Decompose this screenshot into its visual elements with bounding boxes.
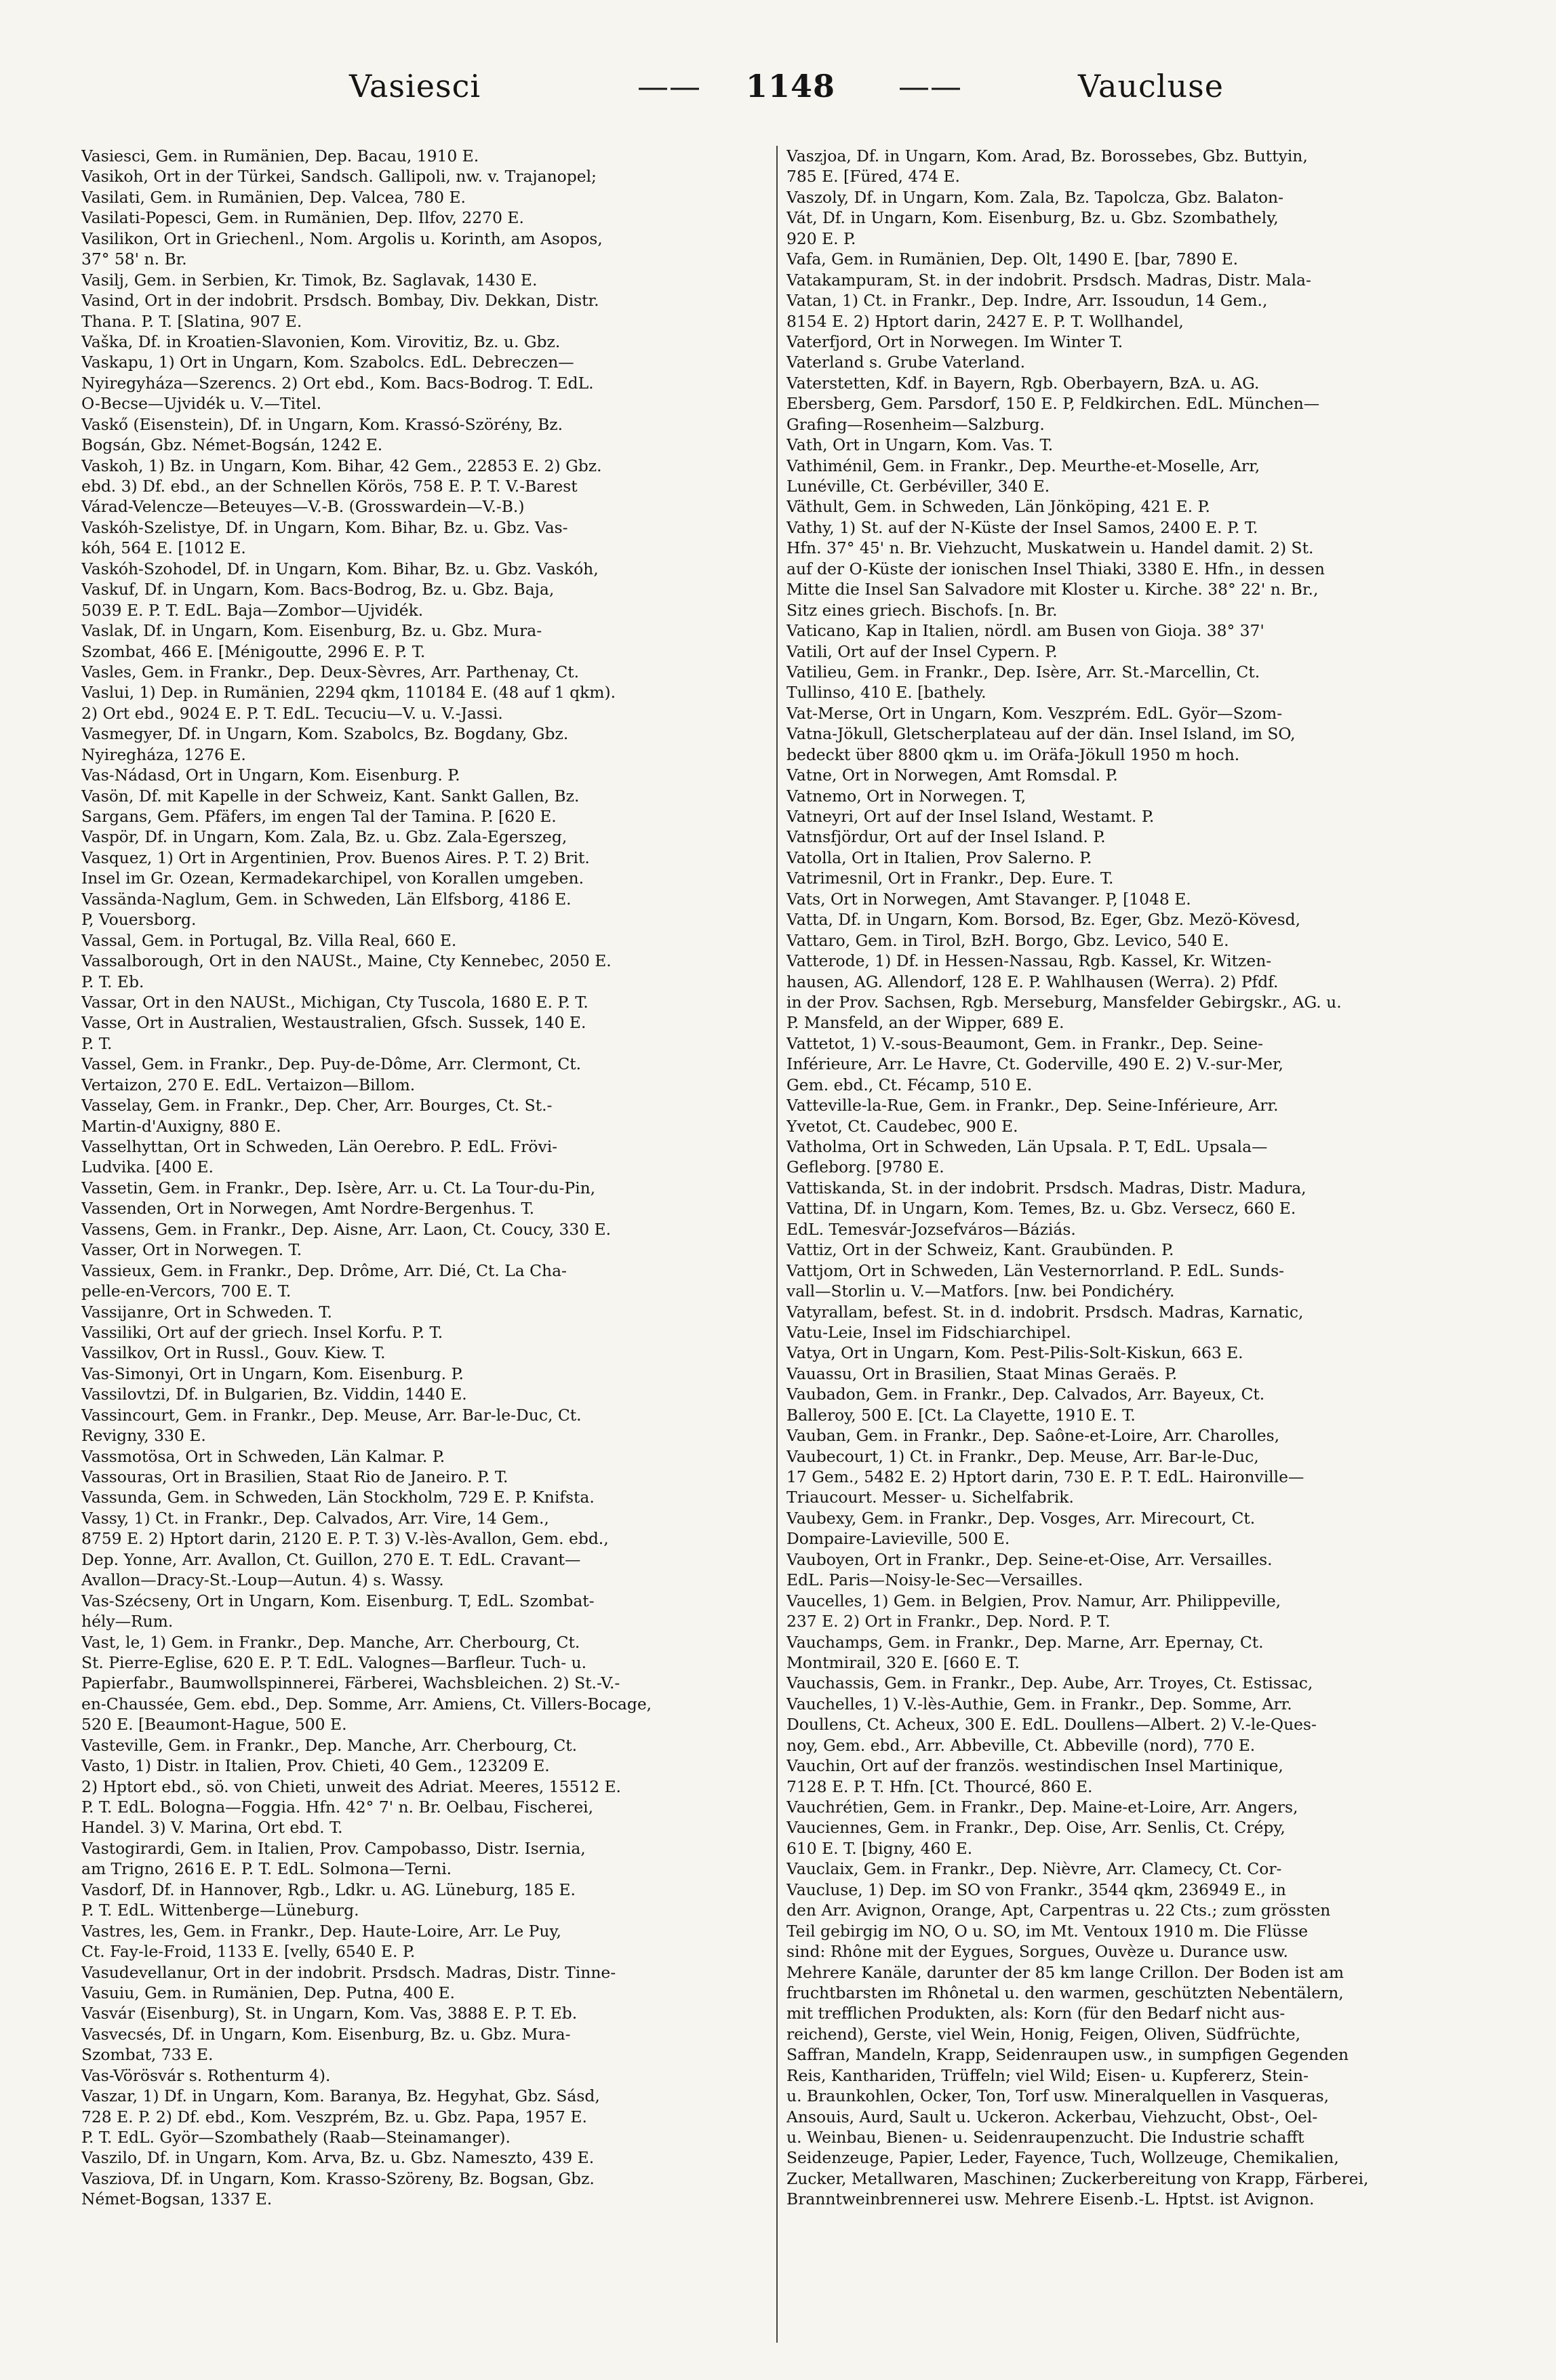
text-line: 920 E. P. xyxy=(786,229,856,248)
text-line: fruchtbarsten im Rhônetal u. den warmen, geschützten Nebentälern, xyxy=(786,1983,1344,2002)
text-line: Sargans, Gem. Pfäfers, im engen Tal der Tamina. P. [620 E. xyxy=(81,807,557,826)
text-line: O-Becse—Ujvidék u. V.—Titel. xyxy=(81,394,322,414)
text-line: Vat-Merse, Ort in Ungarn, Kom. Veszprém. EdL. Györ—Szom- xyxy=(786,703,1283,723)
text-line: hély—Rum. xyxy=(81,1612,174,1631)
text-line: Vasles, Gem. in Frankr., Dep. Deux-Sèvres, Arr. Parthenay, Ct. xyxy=(81,662,580,681)
text-line: Vaubecourt, 1) Ct. in Frankr., Dep. Meuse, Arr. Bar-le-Duc, xyxy=(786,1446,1259,1466)
text-line: mit trefflichen Produkten, als: Korn (für den Bedarf nicht aus- xyxy=(786,2004,1285,2023)
text-line: Bogsán, Gbz. Német-Bogsán, 1242 E. xyxy=(81,435,383,455)
text-line: reichend), Gerste, viel Wein, Honig, Feigen, Oliven, Südfrüchte, xyxy=(786,2024,1301,2044)
text-line: Reis, Kanthariden, Trüffeln; viel Wild; Eisen- u. Kupfererz, Stein- xyxy=(786,2065,1309,2085)
text-line: Szombat, 466 E. [Ménigoutte, 2996 E. P. T. xyxy=(81,641,426,661)
text-line: Vasiesci, Gem. in Rumänien, Dep. Bacau, 1910 E. xyxy=(81,146,479,165)
text-line: Vauassu, Ort in Brasilien, Staat Minas Geraës. P. xyxy=(786,1364,1178,1383)
text-line: Vaskő (Eisenstein), Df. in Ungarn, Kom. Krassó-Szörény, Bz. xyxy=(81,414,563,434)
text-line: Vastres, les, Gem. in Frankr., Dep. Haute-Loire, Arr. Le Puy, xyxy=(81,1921,561,1941)
text-line: Vauclaix, Gem. in Frankr., Dep. Nièvre, Arr. Clamecy, Ct. Cor- xyxy=(786,1859,1282,1879)
header-dash-right: —— xyxy=(898,68,962,104)
text-line: Vassel, Gem. in Frankr., Dep. Puy-de-Dôme, Arr. Clermont, Ct. xyxy=(81,1054,582,1074)
text-line: Vasilati, Gem. in Rumänien, Dep. Valcea, 780 E. xyxy=(81,187,466,207)
text-line: Saffran, Mandeln, Krapp, Seidenraupen usw., in sumpfigen Gegenden xyxy=(786,2045,1349,2065)
text-line: Seidenzeuge, Papier, Leder, Fayence, Tuch, Wollzeuge, Chemikalien, xyxy=(786,2148,1339,2168)
text-line: Zucker, Metallwaren, Maschinen; Zuckerbereitung von Krapp, Färberei, xyxy=(786,2168,1369,2188)
text-line: 2) Hptort ebd., sö. von Chieti, unweit des Adriat. Meeres, 15512 E. xyxy=(81,1777,621,1796)
text-line: Vaucluse, 1) Dep. im SO von Frankr., 3544 qkm, 236949 E., in xyxy=(786,1880,1286,1899)
text-line: Vaticano, Kap in Italien, nördl. am Busen von Gioja. 38° 37' xyxy=(786,621,1264,641)
text-line: Gem. ebd., Ct. Fécamp, 510 E. xyxy=(786,1075,1033,1094)
text-line: 17 Gem., 5482 E. 2) Hptort darin, 730 E. P. T. EdL. Haironville— xyxy=(786,1467,1304,1486)
text-line: Vattiskanda, St. in der indobrit. Prsdsch. Madras, Distr. Madura, xyxy=(786,1178,1306,1197)
text-line: Vassmotösa, Ort in Schweden, Län Kalmar. P. xyxy=(81,1446,445,1466)
text-line: Vassal, Gem. in Portugal, Bz. Villa Real, 660 E. xyxy=(81,930,457,950)
text-line: Vasquez, 1) Ort in Argentinien, Prov. Buenos Aires. P. T. 2) Brit. xyxy=(81,848,590,867)
text-line: Montmirail, 320 E. [660 E. T. xyxy=(786,1652,1020,1672)
text-line: Balleroy, 500 E. [Ct. La Clayette, 1910 E. T. xyxy=(786,1405,1136,1425)
text-line: Vaszjoa, Df. in Ungarn, Kom. Arad, Bz. Borossebes, Gbz. Buttyin, xyxy=(786,146,1308,165)
text-line: P. T. EdL. Györ—Szombathely (Raab—Steinamanger). xyxy=(81,2128,511,2147)
text-line: Vattaro, Gem. in Tirol, BzH. Borgo, Gbz. Levico, 540 E. xyxy=(786,930,1229,950)
text-line: vall—Storlin u. V.—Matfors. [nw. bei Pondichéry. xyxy=(786,1282,1175,1301)
text-line: Vaucelles, 1) Gem. in Belgien, Prov. Namur, Arr. Philippeville, xyxy=(786,1591,1281,1610)
text-line: Vattina, Df. in Ungarn, Kom. Temes, Bz. u. Gbz. Versecz, 660 E. xyxy=(786,1199,1296,1218)
text-line: ebd. 3) Df. ebd., an der Schnellen Körös, 758 E. P. T. V.-Barest xyxy=(81,477,578,496)
text-line: Vaspör, Df. in Ungarn, Kom. Zala, Bz. u. Gbz. Zala-Egerszeg, xyxy=(81,827,567,847)
text-line: P. T. xyxy=(81,1033,113,1053)
text-line: Thana. P. T. [Slatina, 907 E. xyxy=(81,311,302,331)
text-line: Yvetot, Ct. Caudebec, 900 E. xyxy=(786,1116,1018,1136)
text-line: 5039 E. P. T. EdL. Baja—Zombor—Ujvidék. xyxy=(81,600,424,620)
text-line: Vaskóh-Szohodel, Df. in Ungarn, Kom. Bihar, Bz. u. Gbz. Vaskóh, xyxy=(81,559,599,578)
text-line: Ansouis, Aurd, Sault u. Uckeron. Ackerbau, Viehzucht, Obst-, Oel- xyxy=(786,2107,1318,2126)
text-line: Nyiregháza, 1276 E. xyxy=(81,745,246,764)
text-line: Vasilati-Popesci, Gem. in Rumänien, Dep. Ilfov, 2270 E. xyxy=(81,208,524,228)
text-line: Vathy, 1) St. auf der N-Küste der Insel Samos, 2400 E. P. T. xyxy=(786,517,1258,537)
text-line: Vassieux, Gem. in Frankr., Dep. Drôme, Arr. Dié, Ct. La Cha- xyxy=(81,1261,567,1280)
text-line: u. Weinbau, Bienen- u. Seidenraupenzucht. Die Industrie schafft xyxy=(786,2128,1304,2147)
text-line: Vassens, Gem. in Frankr., Dep. Aisne, Arr. Laon, Ct. Coucy, 330 E. xyxy=(81,1219,612,1239)
text-line: Vertaizon, 270 E. EdL. Vertaizon—Billom. xyxy=(81,1075,416,1094)
text-line: P. T. EdL. Bologna—Foggia. Hfn. 42° 7' n. Br. Oelbau, Fischerei, xyxy=(81,1798,594,1817)
running-header xyxy=(88,68,1478,129)
text-line: in der Prov. Sachsen, Rgb. Merseburg, Mansfelder Gebirgskr., AG. u. xyxy=(786,992,1342,1012)
text-line: Vaszilo, Df. in Ungarn, Kom. Arva, Bz. u. Gbz. Nameszto, 439 E. xyxy=(81,2148,595,2168)
text-line: Vasudevellanur, Ort in der indobrit. Prsdsch. Madras, Distr. Tinne- xyxy=(81,1962,616,1982)
text-line: Vassunda, Gem. in Schweden, Län Stockholm, 729 E. P. Knifsta. xyxy=(81,1488,595,1507)
text-line: Vafa, Gem. in Rumänien, Dep. Olt, 1490 E. [bar, 7890 E. xyxy=(786,250,1239,269)
text-line: Szombat, 733 E. xyxy=(81,2045,214,2065)
text-line: Vatyrallam, befest. St. in d. indobrit. Prsdsch. Madras, Karnatic, xyxy=(786,1302,1304,1322)
text-line: kóh, 564 E. [1012 E. xyxy=(81,538,246,558)
text-line: Vauchelles, 1) V.-lès-Authie, Gem. in Frankr., Dep. Somme, Arr. xyxy=(786,1694,1292,1713)
text-line: Vasmegyer, Df. in Ungarn, Kom. Szabolcs, Bz. Bogdany, Gbz. xyxy=(81,724,569,744)
text-line: Revigny, 330 E. xyxy=(81,1426,206,1446)
text-line: Vassetin, Gem. in Frankr., Dep. Isère, Arr. u. Ct. La Tour-du-Pin, xyxy=(81,1178,596,1197)
text-line: Vatnemo, Ort in Norwegen. T, xyxy=(786,786,1026,806)
text-line: Vassar, Ort in den NAUSt., Michigan, Cty Tuscola, 1680 E. P. T. xyxy=(81,992,589,1012)
text-line: Vasselhyttan, Ort in Schweden, Län Oerebro. P. EdL. Frövi- xyxy=(81,1137,558,1156)
text-line: Martin-d'Auxigny, 880 E. xyxy=(81,1116,281,1136)
text-line: Vathiménil, Gem. in Frankr., Dep. Meurthe-et-Moselle, Arr, xyxy=(786,456,1260,475)
text-line: Vatya, Ort in Ungarn, Kom. Pest-Pilis-Solt-Kiskun, 663 E. xyxy=(786,1343,1243,1363)
text-line: Dep. Yonne, Arr. Avallon, Ct. Guillon, 270 E. T. EdL. Cravant— xyxy=(81,1549,581,1569)
text-line: 7128 E. P. T. Hfn. [Ct. Thourcé, 860 E. xyxy=(786,1777,1093,1796)
text-line: Vassouras, Ort in Brasilien, Staat Rio de Janeiro. P. T. xyxy=(81,1467,508,1486)
text-line: Vatili, Ort auf der Insel Cypern. P. xyxy=(786,641,1058,661)
text-line: Vattetot, 1) V.-sous-Beaumont, Gem. in Frankr., Dep. Seine- xyxy=(786,1033,1264,1053)
text-line: Vassiliki, Ort auf der griech. Insel Korfu. P. T. xyxy=(81,1322,443,1342)
text-line: bedeckt über 8800 qkm u. im Oräfa-Jökull 1950 m hoch. xyxy=(786,745,1240,764)
text-line: Vasselay, Gem. in Frankr., Dep. Cher, Arr. Bourges, Ct. St.- xyxy=(81,1096,553,1115)
text-line: Vatu-Leie, Insel im Fidschiarchipel. xyxy=(786,1322,1071,1342)
text-line: 8759 E. 2) Hptort darin, 2120 E. P. T. 3) V.-lès-Avallon, Gem. ebd., xyxy=(81,1529,609,1549)
text-line: Vatakampuram, St. in der indobrit. Prsdsch. Madras, Distr. Mala- xyxy=(786,270,1311,290)
text-line: Ebersberg, Gem. Parsdorf, 150 E. P, Feldkirchen. EdL. München— xyxy=(786,394,1320,414)
text-line: Vauboyen, Ort in Frankr., Dep. Seine-et-Oise, Arr. Versailles. xyxy=(786,1549,1273,1569)
text-line: Vassy, 1) Ct. in Frankr., Dep. Calvados, Arr. Vire, 14 Gem., xyxy=(81,1508,549,1528)
text-line: 610 E. T. [bigny, 460 E. xyxy=(786,1838,973,1858)
text-line: am Trigno, 2616 E. P. T. EdL. Solmona—Terni. xyxy=(81,1859,452,1879)
text-line: Vassända-Naglum, Gem. in Schweden, Län Elfsborg, 4186 E. xyxy=(81,889,572,909)
left-column xyxy=(81,146,766,2210)
text-line: Vaterfjord, Ort in Norwegen. Im Winter T. xyxy=(786,332,1123,351)
text-line: en-Chaussée, Gem. ebd., Dep. Somme, Arr. Amiens, Ct. Villers-Bocage, xyxy=(81,1694,652,1713)
text-line: Vaszoly, Df. in Ungarn, Kom. Zala, Bz. Tapolcza, Gbz. Balaton- xyxy=(786,187,1284,207)
text-line: 8154 E. 2) Hptort darin, 2427 E. P. T. Wollhandel, xyxy=(786,311,1184,331)
header-dash-left: —— xyxy=(637,68,701,104)
text-line: Várad-Velencze—Beteuyes—V.-B. (Grosswardein—V.-B.) xyxy=(81,497,525,517)
text-line: Vatnsfjördur, Ort auf der Insel Island. P. xyxy=(786,827,1106,847)
text-line: Vaterland s. Grube Vaterland. xyxy=(786,353,1026,372)
text-line: Vaterstetten, Kdf. in Bayern, Rgb. Oberbayern, BzA. u. AG. xyxy=(786,373,1260,393)
text-line: hausen, AG. Allendorf, 128 E. P. Wahlhausen (Werra). 2) Pfdf. xyxy=(786,972,1279,991)
text-line: Vasvecsés, Df. in Ungarn, Kom. Eisenburg, Bz. u. Gbz. Mura- xyxy=(81,2024,571,2044)
text-line: Lunéville, Ct. Gerbéviller, 340 E. xyxy=(786,477,1050,496)
text-line: Vassincourt, Gem. in Frankr., Dep. Meuse, Arr. Bar-le-Duc, Ct. xyxy=(81,1405,582,1425)
text-line: den Arr. Avignon, Orange, Apt, Carpentras u. 22 Cts.; zum grössten xyxy=(786,1901,1331,1920)
text-line: Vauchin, Ort auf der französ. westindischen Insel Martinique, xyxy=(786,1756,1283,1776)
text-line: Vassilkov, Ort in Russl., Gouv. Kiew. T. xyxy=(81,1343,386,1363)
text-line: Handel. 3) V. Marina, Ort ebd. T. xyxy=(81,1818,343,1838)
text-line: P. Mansfeld, an der Wipper, 689 E. xyxy=(786,1013,1064,1033)
text-line: Vattiz, Ort in der Schweiz, Kant. Graubünden. P. xyxy=(786,1240,1174,1260)
text-line: Tullinso, 410 E. [bathely. xyxy=(786,683,986,702)
text-line: Vauchassis, Gem. in Frankr., Dep. Aube, Arr. Troyes, Ct. Estissac, xyxy=(786,1673,1313,1693)
text-line: Vatterode, 1) Df. in Hessen-Nassau, Rgb. Kassel, Kr. Witzen- xyxy=(786,951,1272,971)
text-line: Vatna-Jökull, Gletscherplateau auf der dän. Insel Island, im SO, xyxy=(786,724,1296,744)
text-line: Doullens, Ct. Acheux, 300 E. EdL. Doullens—Albert. 2) V.-le-Ques- xyxy=(786,1715,1317,1734)
text-line: Vasdorf, Df. in Hannover, Rgb., Ldkr. u. AG. Lüneburg, 185 E. xyxy=(81,1880,576,1899)
header-first-entry: Vasiesci xyxy=(349,68,481,104)
text-line: Vauban, Gem. in Frankr., Dep. Saône-et-Loire, Arr. Charolles, xyxy=(786,1426,1280,1446)
text-line: Vasilj, Gem. in Serbien, Kr. Timok, Bz. Saglavak, 1430 E. xyxy=(81,270,538,290)
text-line: Vasilikon, Ort in Griechenl., Nom. Argolis u. Korinth, am Asopos, xyxy=(81,229,603,248)
text-line: Vasikoh, Ort in der Türkei, Sandsch. Gallipoli, nw. v. Trajanopel; xyxy=(81,167,597,186)
text-line: Vas-Simonyi, Ort in Ungarn, Kom. Eisenburg. P. xyxy=(81,1364,464,1383)
column-divider xyxy=(776,146,778,2343)
text-line: Vasvár (Eisenburg), St. in Ungarn, Kom. Vas, 3888 E. P. T. Eb. xyxy=(81,2004,578,2023)
text-line: Vaskóh-Szelistye, Df. in Ungarn, Kom. Bihar, Bz. u. Gbz. Vas- xyxy=(81,517,568,537)
text-line: Vaszar, 1) Df. in Ungarn, Kom. Baranya, Bz. Hegyhat, Gbz. Sásd, xyxy=(81,2086,600,2106)
page-number: 1148 xyxy=(746,68,836,104)
text-line: Vatrimesnil, Ort in Frankr., Dep. Eure. T. xyxy=(786,869,1114,888)
text-line: Hfn. 37° 45' n. Br. Viehzucht, Muskatwein u. Handel damit. 2) St. xyxy=(786,538,1314,558)
text-line: Vatilieu, Gem. in Frankr., Dep. Isère, Arr. St.-Marcellin, Ct. xyxy=(786,662,1260,681)
text-line: Vatolla, Ort in Italien, Prov Salerno. P. xyxy=(786,848,1092,867)
text-line: EdL. Paris—Noisy-le-Sec—Versailles. xyxy=(786,1570,1083,1590)
text-line: Teil gebirgig im NO, O u. SO, im Mt. Ventoux 1910 m. Die Flüsse xyxy=(786,1921,1309,1941)
text-line: noy, Gem. ebd., Arr. Abbeville, Ct. Abbeville (nord), 770 E. xyxy=(786,1735,1256,1755)
text-line: Vas-Nádasd, Ort in Ungarn, Kom. Eisenburg. P. xyxy=(81,766,460,785)
text-line: Vath, Ort in Ungarn, Kom. Vas. T. xyxy=(786,435,1054,455)
text-line: Vassilovtzi, Df. in Bulgarien, Bz. Viddin, 1440 E. xyxy=(81,1385,467,1404)
text-line: Gefleborg. [9780 E. xyxy=(786,1157,944,1177)
text-line: Vasziova, Df. in Ungarn, Kom. Krasso-Szöreny, Bz. Bogsan, Gbz. xyxy=(81,2168,595,2188)
text-line: Vatta, Df. in Ungarn, Kom. Borsod, Bz. Eger, Gbz. Mezö-Kövesd, xyxy=(786,910,1301,930)
right-column xyxy=(786,146,1471,2210)
text-line: Vassenden, Ort in Norwegen, Amt Nordre-Bergenhus. T. xyxy=(81,1199,535,1218)
text-line: Vasser, Ort in Norwegen. T. xyxy=(81,1240,302,1260)
text-line: Vassijanre, Ort in Schweden. T. xyxy=(81,1302,332,1322)
text-line: Vats, Ort in Norwegen, Amt Stavanger. P, [1048 E. xyxy=(786,889,1191,909)
text-line: Vasind, Ort in der indobrit. Prsdsch. Bombay, Div. Dekkan, Distr. xyxy=(81,291,599,311)
text-line: P, Vouersborg. xyxy=(81,910,197,930)
text-line: Avallon—Dracy-St.-Loup—Autun. 4) s. Wassy. xyxy=(81,1570,444,1590)
text-line: 2) Ort ebd., 9024 E. P. T. EdL. Tecuciu—V. u. V.-Jassi. xyxy=(81,703,503,723)
text-line: Vattjom, Ort in Schweden, Län Vesternorrland. P. EdL. Sunds- xyxy=(786,1261,1285,1280)
text-line: P. T. EdL. Wittenberge—Lüneburg. xyxy=(81,1901,359,1920)
text-line: Mitte die Insel San Salvadore mit Kloster u. Kirche. 38° 22' n. Br., xyxy=(786,580,1319,599)
text-line: Sitz eines griech. Bischofs. [n. Br. xyxy=(786,600,1058,620)
text-line: Ct. Fay-le-Froid, 1133 E. [velly, 6540 E. P. xyxy=(81,1942,416,1962)
text-line: P. T. Eb. xyxy=(81,972,144,991)
text-line: 785 E. [Füred, 474 E. xyxy=(786,167,960,186)
text-line: Vaslui, 1) Dep. in Rumänien, 2294 qkm, 110184 E. (48 auf 1 qkm). xyxy=(81,683,616,702)
text-line: Vatan, 1) Ct. in Frankr., Dep. Indre, Arr. Issoudun, 14 Gem., xyxy=(786,291,1268,311)
text-line: Vasse, Ort in Australien, Westaustralien, Gfsch. Sussek, 140 E. xyxy=(81,1013,586,1033)
text-line: u. Braunkohlen, Ocker, Ton, Torf usw. Mineralquellen in Vasqueras, xyxy=(786,2086,1330,2106)
text-line: Vasto, 1) Distr. in Italien, Prov. Chieti, 40 Gem., 123209 E. xyxy=(81,1756,550,1776)
text-line: Vaskapu, 1) Ort in Ungarn, Kom. Szabolcs. EdL. Debreczen— xyxy=(81,353,574,372)
text-line: Vauchamps, Gem. in Frankr., Dep. Marne, Arr. Epernay, Ct. xyxy=(786,1632,1264,1652)
text-line: Vastogirardi, Gem. in Italien, Prov. Campobasso, Distr. Isernia, xyxy=(81,1838,586,1858)
text-line: auf der O-Küste der ionischen Insel Thiaki, 3380 E. Hfn., in dessen xyxy=(786,559,1325,578)
text-line: Vaubadon, Gem. in Frankr., Dep. Calvados, Arr. Bayeux, Ct. xyxy=(786,1385,1265,1404)
text-line: Vas-Szécseny, Ort in Ungarn, Kom. Eisenburg. T, EdL. Szombat- xyxy=(81,1591,595,1610)
text-line: Grafing—Rosenheim—Salzburg. xyxy=(786,414,1045,434)
text-line: Vatteville-la-Rue, Gem. in Frankr., Dep. Seine-Inférieure, Arr. xyxy=(786,1096,1279,1115)
text-line: Német-Bogsan, 1337 E. xyxy=(81,2189,273,2209)
text-line: Mehrere Kanäle, darunter der 85 km lange Crillon. Der Boden ist am xyxy=(786,1962,1344,1982)
text-line: Vauchrétien, Gem. in Frankr., Dep. Maine-et-Loire, Arr. Angers, xyxy=(786,1798,1298,1817)
header-last-entry: Vaucluse xyxy=(1078,68,1224,104)
text-line: 728 E. P. 2) Df. ebd., Kom. Veszprém, Bz. u. Gbz. Papa, 1957 E. xyxy=(81,2107,587,2126)
text-line: Vasön, Df. mit Kapelle in der Schweiz, Kant. Sankt Gallen, Bz. xyxy=(81,786,580,806)
text-line: 520 E. [Beaumont-Hague, 500 E. xyxy=(81,1715,347,1734)
text-line: Vasuiu, Gem. in Rumänien, Dep. Putna, 400 E. xyxy=(81,1983,455,2002)
text-line: Inférieure, Arr. Le Havre, Ct. Goderville, 490 E. 2) V.-sur-Mer, xyxy=(786,1054,1283,1074)
text-line: Vaskuf, Df. in Ungarn, Kom. Bacs-Bodrog, Bz. u. Gbz. Baja, xyxy=(81,580,555,599)
text-line: Väthult, Gem. in Schweden, Län Jönköping, 421 E. P. xyxy=(786,497,1210,517)
text-line: Dompaire-Lavieville, 500 E. xyxy=(786,1529,1010,1549)
text-line: St. Pierre-Eglise, 620 E. P. T. EdL. Valognes—Barfleur. Tuch- u. xyxy=(81,1652,587,1672)
text-line: Vatholma, Ort in Schweden, Län Upsala. P. T, EdL. Upsala— xyxy=(786,1137,1268,1156)
text-line: Vauciennes, Gem. in Frankr., Dep. Oise, Arr. Senlis, Ct. Crépy, xyxy=(786,1818,1285,1838)
text-line: Vaslak, Df. in Ungarn, Kom. Eisenburg, Bz. u. Gbz. Mura- xyxy=(81,621,542,641)
text-line: Vatne, Ort in Norwegen, Amt Romsdal. P. xyxy=(786,766,1118,785)
text-line: EdL. Temesvár-Jozsefváros—Báziás. xyxy=(786,1219,1076,1239)
text-line: Vast, le, 1) Gem. in Frankr., Dep. Manche, Arr. Cherbourg, Ct. xyxy=(81,1632,580,1652)
text-line: Vasteville, Gem. in Frankr., Dep. Manche, Arr. Cherbourg, Ct. xyxy=(81,1735,578,1755)
text-line: Vaška, Df. in Kroatien-Slavonien, Kom. Virovitiz, Bz. u. Gbz. xyxy=(81,332,561,351)
text-line: Insel im Gr. Ozean, Kermadekarchipel, von Korallen umgeben. xyxy=(81,869,584,888)
text-line: 37° 58' n. Br. xyxy=(81,250,187,269)
text-line: Branntweinbrennerei usw. Mehrere Eisenb.-L. Hptst. ist Avignon. xyxy=(786,2189,1315,2209)
text-line: Vaubexy, Gem. in Frankr., Dep. Vosges, Arr. Mirecourt, Ct. xyxy=(786,1508,1256,1528)
text-line: Vas-Vörösvár s. Rothenturm 4). xyxy=(81,2065,331,2085)
text-line: Vaskoh, 1) Bz. in Ungarn, Kom. Bihar, 42 Gem., 22853 E. 2) Gbz. xyxy=(81,456,602,475)
text-line: Vát, Df. in Ungarn, Kom. Eisenburg, Bz. u. Gbz. Szombathely, xyxy=(786,208,1279,228)
text-line: Nyiregyháza—Szerencs. 2) Ort ebd., Kom. Bacs-Bodrog. T. EdL. xyxy=(81,373,594,393)
text-line: 237 E. 2) Ort in Frankr., Dep. Nord. P. T. xyxy=(786,1612,1111,1631)
text-line: Ludvika. [400 E. xyxy=(81,1157,214,1177)
text-line: Vassalborough, Ort in den NAUSt., Maine, Cty Kennebec, 2050 E. xyxy=(81,951,612,971)
text-line: Vatneyri, Ort auf der Insel Island, Westamt. P. xyxy=(786,807,1155,826)
text-line: Triaucourt. Messer- u. Sichelfabrik. xyxy=(786,1488,1074,1507)
text-line: Papierfabr., Baumwollspinnerei, Färberei, Wachsbleichen. 2) St.-V.- xyxy=(81,1673,620,1693)
text-line: sind: Rhône mit der Eygues, Sorgues, Ouvèze u. Durance usw. xyxy=(786,1942,1288,1962)
text-line: pelle-en-Vercors, 700 E. T. xyxy=(81,1282,292,1301)
